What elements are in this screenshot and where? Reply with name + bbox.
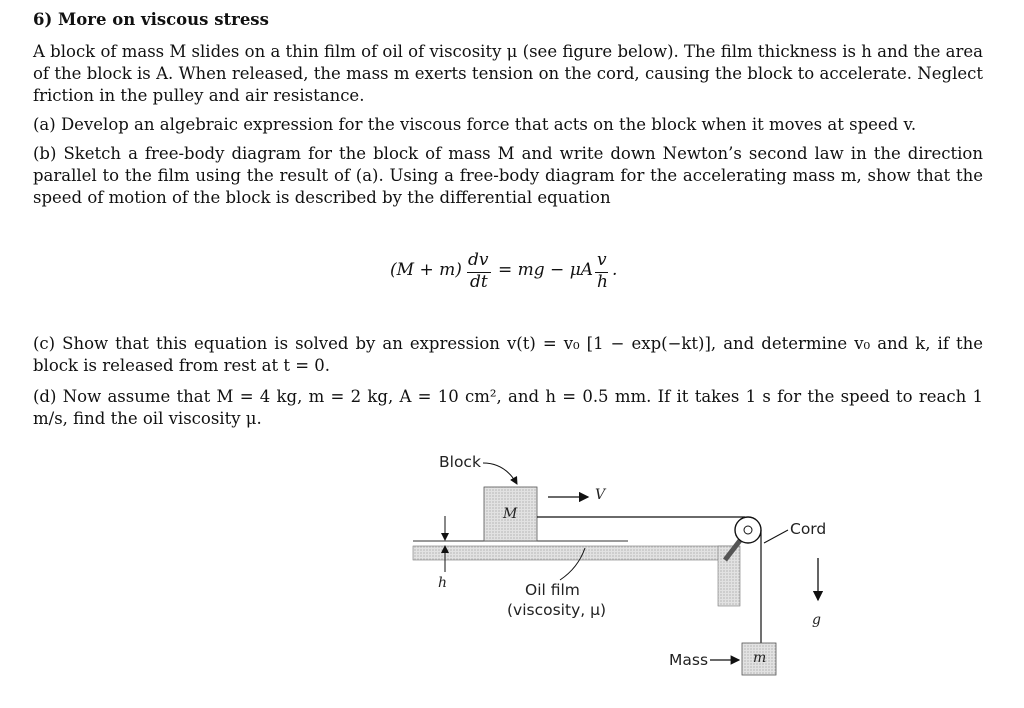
table-surface xyxy=(413,546,733,560)
part-b: (b) Sketch a free-body diagram for the block of mass M and write down Newton’s second law in the direction parallel to the film using the result of (a). Using a free-body diagram for the accelerating mass m, show that the speed of motion of the block is described by the differential equation xyxy=(33,144,983,207)
eq-mid: = mg − μA xyxy=(498,260,594,280)
hanging-mass-label: m xyxy=(753,650,767,666)
eq-lhs: (M + m) xyxy=(390,260,462,280)
part-c: (c) Show that this equation is solved by an expression v(t) = v₀ [1 − exp(−kt)], and determine v₀ and k, if the block is released from rest at t = 0. xyxy=(33,334,983,375)
pulley-hub xyxy=(744,526,752,534)
block-mass-label: M xyxy=(503,506,518,522)
thickness-label: h xyxy=(438,575,448,591)
problem-intro: A block of mass M slides on a thin film of oil of viscosity μ (see figure below). The film thickness is h and the area of the block is A. When released, the mass m exerts tension on the cord, causing the block to accelerate. Neglect friction in the pulley and air resistance. xyxy=(33,42,983,105)
oil-viscosity-label: (viscosity, μ) xyxy=(507,601,607,619)
part-a: (a) Develop an algebraic expression for the viscous force that acts on the block when it moves at speed v. xyxy=(33,115,917,134)
velocity-label: V xyxy=(595,487,606,503)
block-leader xyxy=(483,463,517,484)
eq-dt: dt xyxy=(470,272,488,292)
eq-h: h xyxy=(597,272,608,292)
cord-label: Cord xyxy=(790,520,827,538)
gravity-label: g xyxy=(812,612,821,628)
cord-leader xyxy=(764,530,788,543)
eq-end: . xyxy=(612,260,618,280)
oil-film-label: Oil film xyxy=(525,581,580,599)
block-label: Block xyxy=(439,453,481,471)
eq-v: v xyxy=(597,250,607,270)
problem-title: 6) More on viscous stress xyxy=(33,10,269,29)
mass-label: Mass xyxy=(669,651,709,669)
part-d: (d) Now assume that M = 4 kg, m = 2 kg, A = 10 cm², and h = 0.5 mm. If it takes 1 s for the speed to reach 1 m/s, find the oil viscosity μ. xyxy=(33,387,983,428)
eq-dv: dv xyxy=(468,250,489,270)
